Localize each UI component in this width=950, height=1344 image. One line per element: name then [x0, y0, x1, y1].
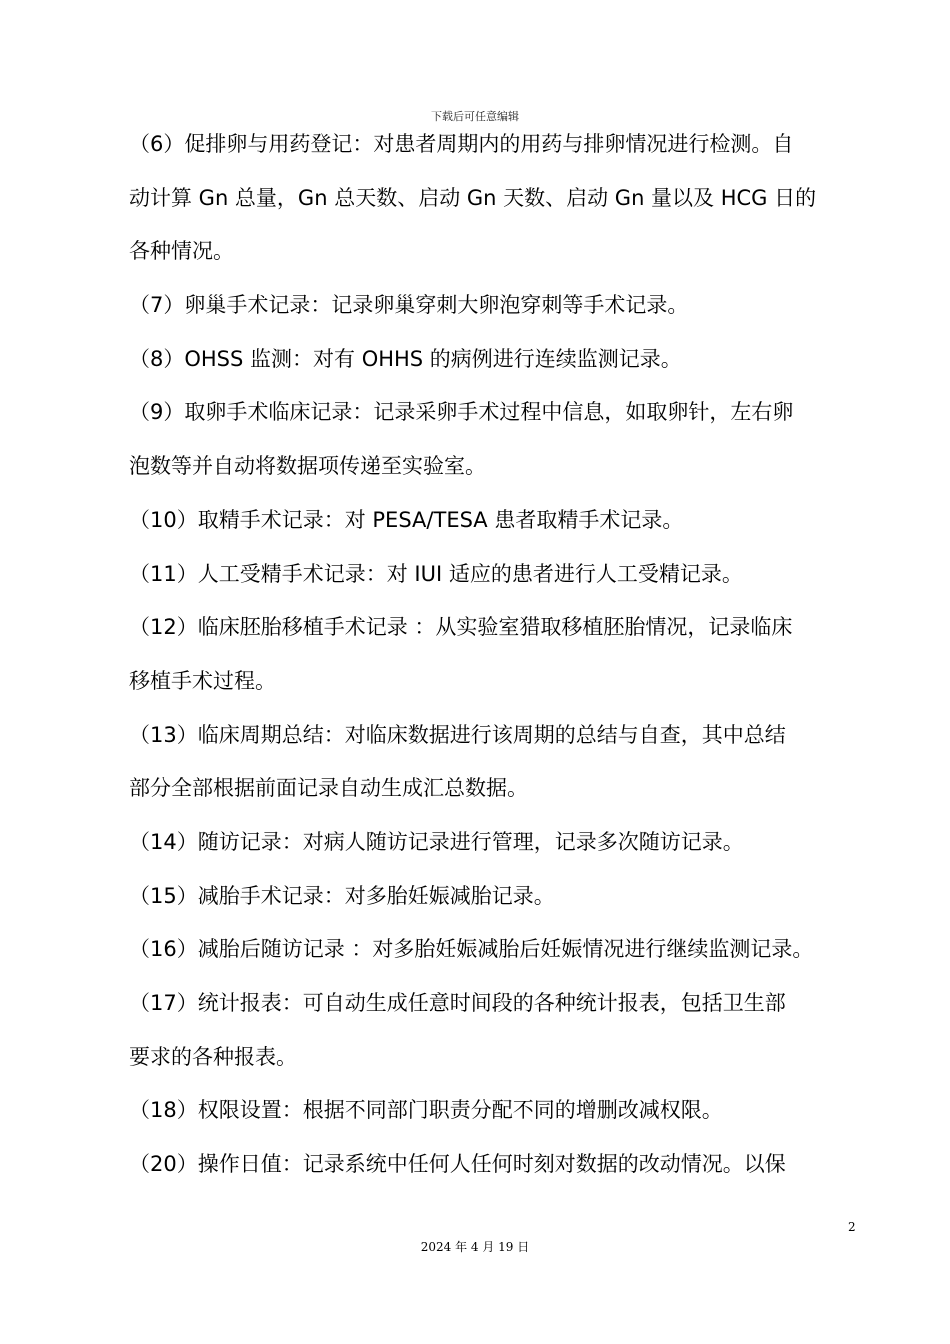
paragraph-line: （6）促排卵与用药登记：对患者周期内的用药与排卵情况进行检测。自: [129, 132, 794, 156]
paragraph-line: （16）减胎后随访记录 ：对多胎妊娠减胎后妊娠情况进行继续监测记录。: [129, 937, 814, 962]
paragraph-item-11: [129, 548, 862, 602]
paragraph-line: （7）卵巢手术记录：记录卵巢穿刺大卵泡穿刺等手术记录。: [129, 293, 689, 318]
paragraph-line: （17）统计报表：可自动生成任意时间段的各种统计报表，包括卫生部: [129, 991, 786, 1015]
paragraph-line: 部分全部根据前面记录自动生成汇总数据。: [129, 776, 528, 801]
paragraph-line: 动计算 Gn 总量，Gn 总天数、启动 Gn 天数、启动 Gn 量以及 HCG 日的: [129, 185, 817, 210]
paragraph-item-18: [129, 1084, 862, 1138]
paragraph-item-20: [129, 1138, 862, 1192]
paragraph-item-6: [129, 118, 862, 279]
page-footer-date: 2024 年 4 月 19 日: [420, 1240, 530, 1254]
paragraph-item-8: [129, 333, 862, 387]
paragraph-line: （13）临床周期总结：对临床数据进行该周期的总结与自查，其中总结: [129, 722, 786, 747]
paragraph-line: 要求的各种报表。: [129, 1044, 297, 1069]
paragraph-item-12: [129, 601, 862, 708]
paragraph-item-15: [129, 870, 862, 924]
paragraph-line: （20）操作日值：记录系统中任何人任何时刻对数据的改动情况。以保: [129, 1152, 786, 1177]
paragraph-item-16: [129, 923, 862, 977]
paragraph-item-17: [129, 977, 862, 1084]
paragraph-line: （8）OHSS 监测：对有 OHHS 的病例进行连续监测记录。: [129, 346, 682, 371]
paragraph-line: 各种情况。: [129, 239, 234, 264]
paragraph-line: 泡数等并自动将数据项传递至实验室。: [129, 454, 486, 479]
paragraph-line: （15）减胎手术记录：对多胎妊娠减胎记录。: [129, 883, 555, 908]
paragraph-line: （10）取精手术记录：对 PESA/TESA 患者取精手术记录。: [129, 507, 684, 532]
paragraph-line: （11）人工受精手术记录：对 IUI 适应的患者进行人工受精记录。: [129, 561, 743, 586]
paragraph-item-10: [129, 494, 862, 548]
paragraph-line: （14）随访记录：对病人随访记录进行管理，记录多次随访记录。: [129, 829, 744, 854]
paragraph-line: （9）取卵手术临床记录：记录采卵手术过程中信息，如取卵针，左右卵: [129, 400, 794, 425]
paragraph-item-13: [129, 709, 862, 816]
paragraph-item-9: [129, 386, 862, 493]
paragraph-line: （18）权限设置：根据不同部门职责分配不同的增删改减权限。: [129, 1098, 723, 1123]
page-number: 2: [848, 1220, 856, 1234]
paragraph-line: 移植手术过程。: [129, 668, 276, 693]
document-body: [129, 118, 862, 1192]
page-header-note: 下载后可任意编辑: [431, 110, 519, 123]
paragraph-item-14: [129, 816, 862, 870]
paragraph-item-7: [129, 279, 862, 333]
paragraph-line: （12）临床胚胎移植手术记录 ：从实验室猎取移植胚胎情况，记录临床: [129, 615, 793, 640]
